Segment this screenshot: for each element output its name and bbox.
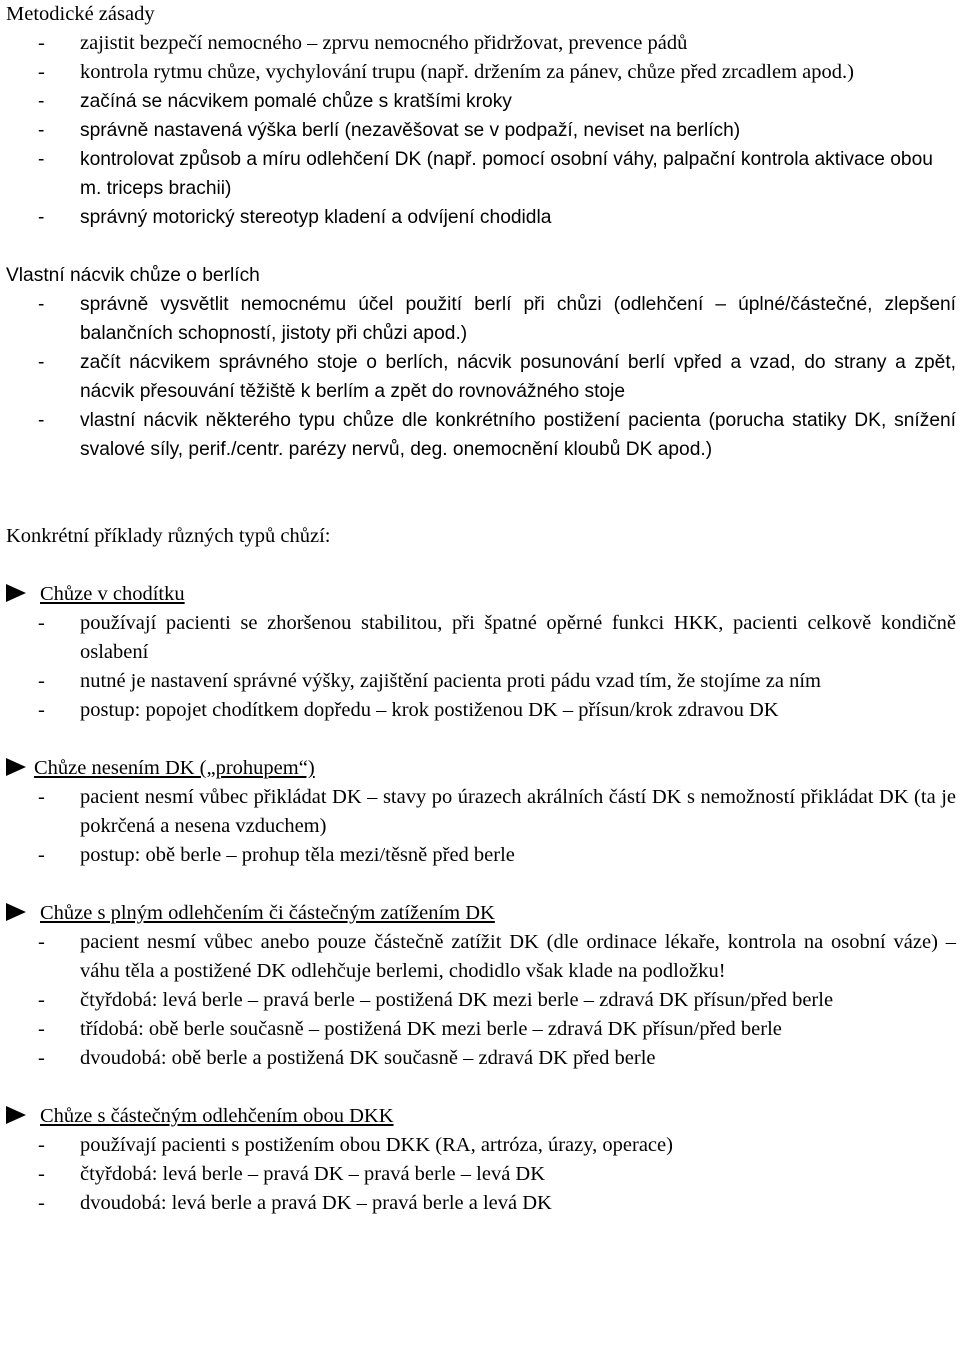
subsection-heading-text: Chůze s plným odlehčením či částečným zatížením DK	[40, 902, 495, 924]
list-item	[6, 783, 956, 841]
section-title-vlastni: Vlastní nácvik chůze o berlích	[6, 265, 260, 286]
dash-marker: -	[38, 989, 45, 1011]
list-item-text: začíná se nácvikem pomalé chůze s kratšími kroky	[80, 91, 512, 112]
list-item	[6, 1160, 956, 1189]
dash-marker: -	[38, 91, 45, 112]
list-item	[6, 348, 956, 406]
list-item	[6, 290, 956, 348]
dash-marker: -	[38, 149, 45, 170]
list-item	[6, 58, 956, 87]
list-item	[6, 841, 956, 870]
list-item	[6, 203, 956, 232]
subsection-heading	[6, 754, 956, 783]
subsection-heading-text: Chůze s částečným odlehčením obou DKK	[40, 1105, 394, 1127]
list-item	[6, 986, 956, 1015]
list-item-text: třídobá: obě berle současně – postižená DK mezi berle – zdravá DK přísun/před berle	[80, 1018, 782, 1040]
list-item-text: dvoudobá: levá berle a pravá DK – pravá berle a levá DK	[80, 1192, 552, 1214]
list-item-text: dvoudobá: obě berle a postižená DK současně – zdravá DK před berle	[80, 1047, 656, 1069]
document-page	[6, 0, 956, 1218]
dash-marker: -	[38, 1192, 45, 1214]
section-title-metodicke: Metodické zásady	[6, 3, 155, 25]
triangle-bullet-icon	[6, 754, 34, 783]
list-item	[6, 116, 956, 145]
list-item	[6, 1189, 956, 1218]
dash-marker: -	[38, 1134, 45, 1156]
dash-marker: -	[38, 844, 45, 866]
list-item-text: zajistit bezpečí nemocného – zprvu nemocného přidržovat, prevence pádů	[80, 32, 688, 54]
list-item	[6, 1131, 956, 1160]
dash-marker: -	[38, 1047, 45, 1069]
subsection-heading-text: Chůze nesením DK („prohupem“)	[34, 757, 315, 779]
dash-marker: -	[38, 1163, 45, 1185]
subsection-heading-text: Chůze v chodítku	[40, 583, 185, 605]
dash-marker: -	[38, 61, 45, 83]
list-item-text: kontrola rytmu chůze, vychylování trupu (např. držením za pánev, chůze před zrcadlem apod.)	[80, 61, 854, 83]
list-item-text: pacient nesmí vůbec přikládat DK – stavy po úrazech akrálních částí DK s nemožností přikládat DK (ta je pokrčená a nesena vzduchem)	[80, 786, 956, 837]
list-item	[6, 406, 956, 464]
list-item-text: kontrolovat způsob a míru odlehčení DK (např. pomocí osobní váhy, palpační kontrola aktivace obou m. triceps brachii)	[80, 149, 933, 199]
list-item	[6, 29, 956, 58]
list-item-text: začít nácvikem správného stoje o berlích, nácvik posunování berlí vpřed a vzad, do strany a zpět, nácvik přesouvání těžiště k berlím a zpět do rovnovážného stoje	[80, 352, 956, 402]
list-item-text: používají pacienti s postižením obou DKK (RA, artróza, úrazy, operace)	[80, 1134, 673, 1156]
list-item-text: vlastní nácvik některého typu chůze dle konkrétního postižení pacienta (porucha statiky DK, snížení svalové síly, perif./centr. parézy nervů, deg. onemocnění kloubů DK apod.)	[80, 410, 956, 460]
dash-marker: -	[38, 670, 45, 692]
dash-marker: -	[38, 612, 45, 634]
dash-marker: -	[38, 32, 45, 54]
list-item	[6, 928, 956, 986]
dash-marker: -	[38, 699, 45, 721]
list-item-text: čtyřdobá: levá berle – pravá DK – pravá berle – levá DK	[80, 1163, 546, 1185]
dash-marker: -	[38, 410, 45, 431]
list-item-text: používají pacienti se zhoršenou stabilitou, při špatné opěrné funkci HKK, pacienti celkově kondičně oslabení	[80, 612, 956, 663]
list-item	[6, 609, 956, 667]
list-item	[6, 87, 956, 116]
list-item-text: správně vysvětlit nemocnému účel použití berlí při chůzi (odlehčení – úplné/částečné, zlepšení balančních schopností, jistoty při chůzi apod.)	[80, 294, 956, 344]
list-item-text: nutné je nastavení správné výšky, zajištění pacienta proti pádu vzad tím, že stojíme za ním	[80, 670, 821, 692]
list-item	[6, 696, 956, 725]
subsection-heading	[6, 580, 956, 609]
section-title-priklady: Konkrétní příklady různých typů chůzí:	[6, 525, 331, 547]
list-item-text: postup: popojet chodítkem dopředu – krok postiženou DK – přísun/krok zdravou DK	[80, 699, 779, 721]
triangle-bullet-icon	[6, 899, 40, 928]
dash-marker: -	[38, 294, 45, 315]
list-item	[6, 667, 956, 696]
list-item-text: postup: obě berle – prohup těla mezi/těsně před berle	[80, 844, 515, 866]
dash-marker: -	[38, 207, 45, 228]
subsection-heading	[6, 899, 956, 928]
list-item-text: správný motorický stereotyp kladení a odvíjení chodidla	[80, 207, 552, 228]
dash-marker: -	[38, 1018, 45, 1040]
dash-marker: -	[38, 352, 45, 373]
triangle-bullet-icon	[6, 580, 40, 609]
list-item	[6, 1044, 956, 1073]
dash-marker: -	[38, 120, 45, 141]
list-item-text: správně nastavená výška berlí (nezavěšovat se v podpaží, neviset na berlích)	[80, 120, 741, 141]
subsection-heading	[6, 1102, 956, 1131]
list-item	[6, 145, 956, 203]
list-item-text: pacient nesmí vůbec anebo pouze částečně zatížit DK (dle ordinace lékaře, kontrola na osobní váze) – váhu těla a postižené DK odlehčuje berlemi, chodidlo však klade na podložku!	[80, 931, 956, 982]
list-item	[6, 1015, 956, 1044]
triangle-bullet-icon	[6, 1102, 40, 1131]
list-item-text: čtyřdobá: levá berle – pravá berle – postižená DK mezi berle – zdravá DK přísun/před berle	[80, 989, 834, 1011]
dash-marker: -	[38, 786, 45, 808]
dash-marker: -	[38, 931, 45, 953]
